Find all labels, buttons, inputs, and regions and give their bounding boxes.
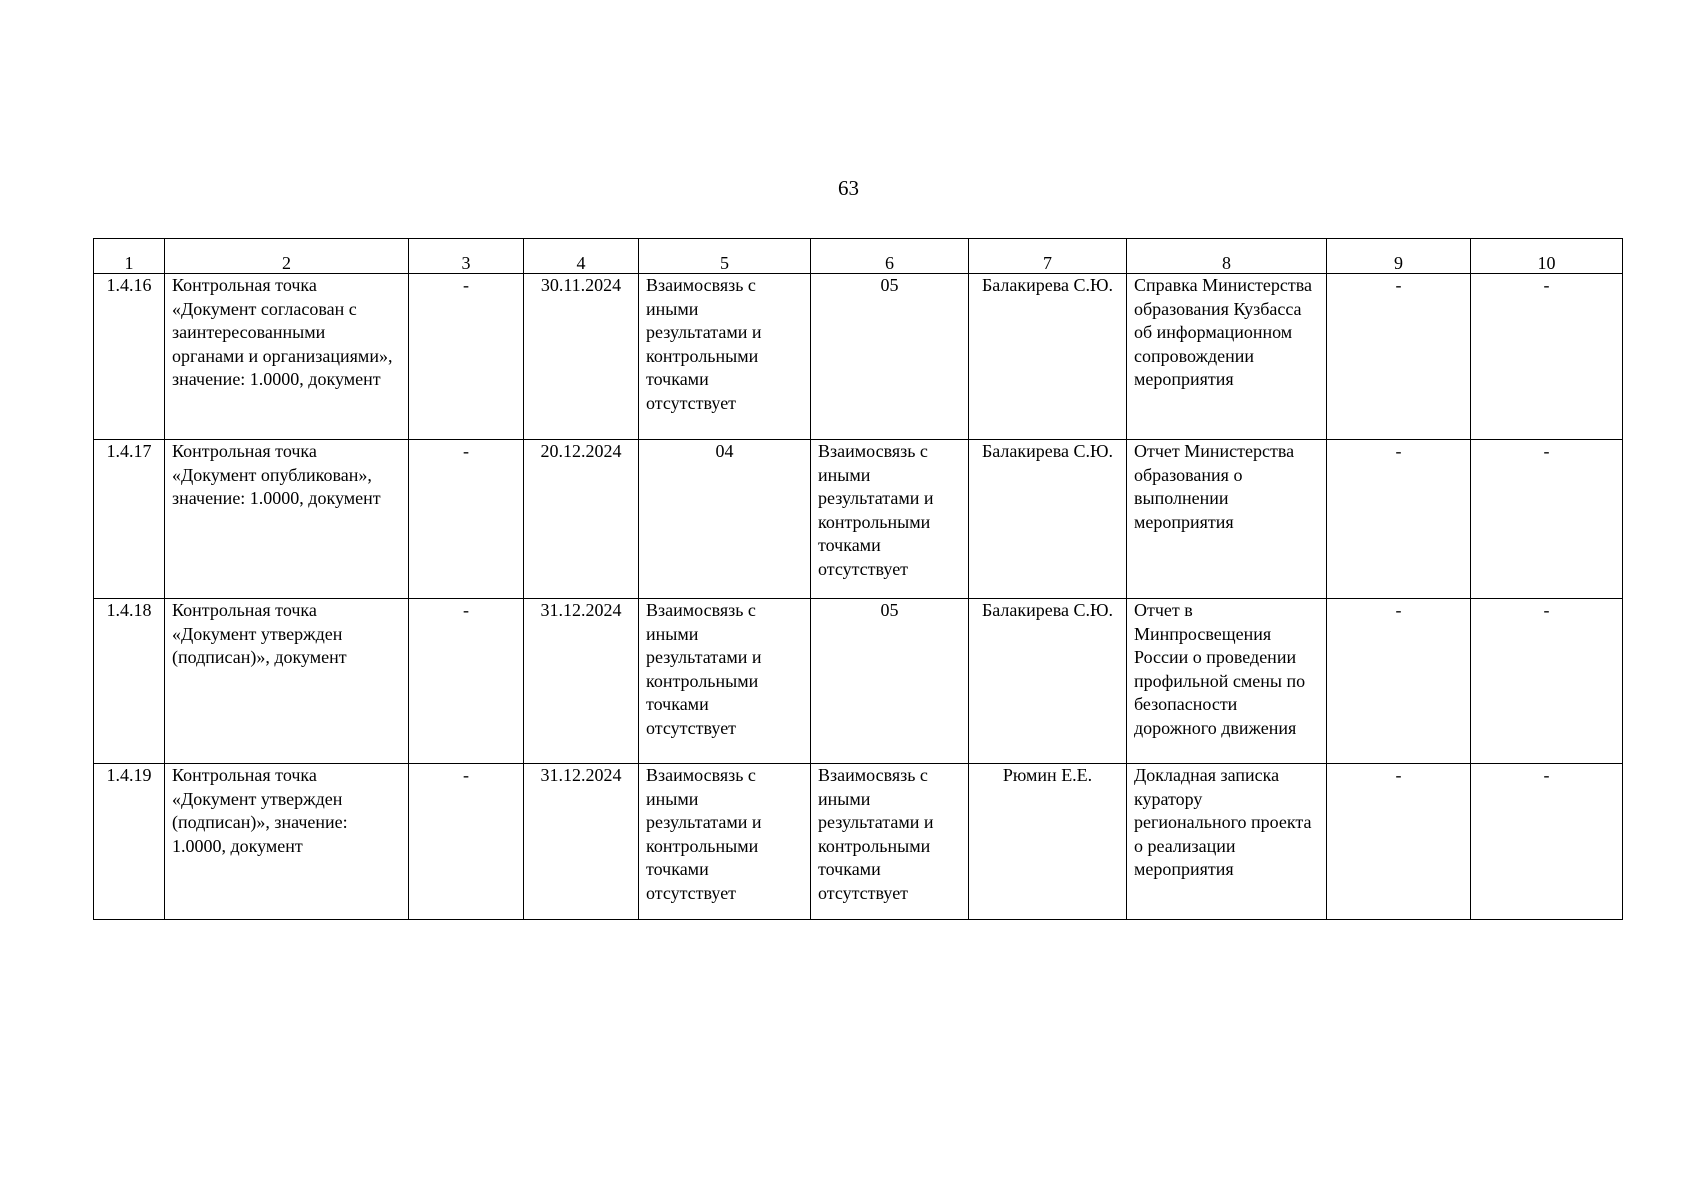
row-number-cell: 1.4.18 (94, 599, 165, 764)
col6-cell: Взаимосвязь с иными результатами и контрольными точками отсутствует (811, 764, 969, 920)
header-cell-7: 7 (969, 239, 1127, 274)
col9-cell: - (1327, 599, 1471, 764)
control-points-table (93, 238, 1623, 920)
table-row (94, 440, 1623, 599)
control-point-name-cell: Контрольная точка «Документ согласован с заинтересованными органами и организациями», значение: 1.0000, документ (165, 274, 409, 440)
col5-cell: Взаимосвязь с иными результатами и контрольными точками отсутствует (639, 599, 811, 764)
col6-cell: 05 (811, 599, 969, 764)
row-number-cell: 1.4.19 (94, 764, 165, 920)
col10-cell: - (1471, 764, 1623, 920)
header-cell-6: 6 (811, 239, 969, 274)
row-number-cell: 1.4.17 (94, 440, 165, 599)
responsible-cell: Балакирева С.Ю. (969, 440, 1127, 599)
col6-cell: Взаимосвязь с иными результатами и контрольными точками отсутствует (811, 440, 969, 599)
date-cell: 20.12.2024 (524, 440, 639, 599)
document-cell: Отчет Министерства образования о выполнении мероприятия (1127, 440, 1327, 599)
row-number-cell: 1.4.16 (94, 274, 165, 440)
col10-cell: - (1471, 274, 1623, 440)
header-cell-3: 3 (409, 239, 524, 274)
responsible-cell: Балакирева С.Ю. (969, 599, 1127, 764)
header-cell-9: 9 (1327, 239, 1471, 274)
control-point-name-cell: Контрольная точка «Документ утвержден (подписан)», документ (165, 599, 409, 764)
table-row (94, 274, 1623, 440)
col3-cell: - (409, 599, 524, 764)
document-cell: Докладная записка куратору регионального проекта о реализации мероприятия (1127, 764, 1327, 920)
col5-cell: 04 (639, 440, 811, 599)
col5-cell: Взаимосвязь с иными результатами и контрольными точками отсутствует (639, 274, 811, 440)
control-point-name-cell: Контрольная точка «Документ опубликован», значение: 1.0000, документ (165, 440, 409, 599)
date-cell: 31.12.2024 (524, 764, 639, 920)
col5-cell: Взаимосвязь с иными результатами и контрольными точками отсутствует (639, 764, 811, 920)
document-cell: Справка Министерства образования Кузбасса об информационном сопровождении мероприятия (1127, 274, 1327, 440)
col10-cell: - (1471, 440, 1623, 599)
col3-cell: - (409, 440, 524, 599)
col9-cell: - (1327, 274, 1471, 440)
col9-cell: - (1327, 440, 1471, 599)
col10-cell: - (1471, 599, 1623, 764)
col3-cell: - (409, 764, 524, 920)
page-number: 63 (838, 176, 859, 200)
header-cell-5: 5 (639, 239, 811, 274)
col9-cell: - (1327, 764, 1471, 920)
header-cell-2: 2 (165, 239, 409, 274)
table-header-row (94, 239, 1623, 274)
date-cell: 30.11.2024 (524, 274, 639, 440)
control-point-name-cell: Контрольная точка «Документ утвержден (подписан)», значение: 1.0000, документ (165, 764, 409, 920)
table-row (94, 599, 1623, 764)
responsible-cell: Балакирева С.Ю. (969, 274, 1127, 440)
header-cell-4: 4 (524, 239, 639, 274)
header-cell-10: 10 (1471, 239, 1623, 274)
col6-cell: 05 (811, 274, 969, 440)
date-cell: 31.12.2024 (524, 599, 639, 764)
responsible-cell: Рюмин Е.Е. (969, 764, 1127, 920)
col3-cell: - (409, 274, 524, 440)
header-cell-1: 1 (94, 239, 165, 274)
document-cell: Отчет в Минпросвещения России о проведении профильной смены по безопасности дорожного движения (1127, 599, 1327, 764)
header-cell-8: 8 (1127, 239, 1327, 274)
table-row (94, 764, 1623, 920)
